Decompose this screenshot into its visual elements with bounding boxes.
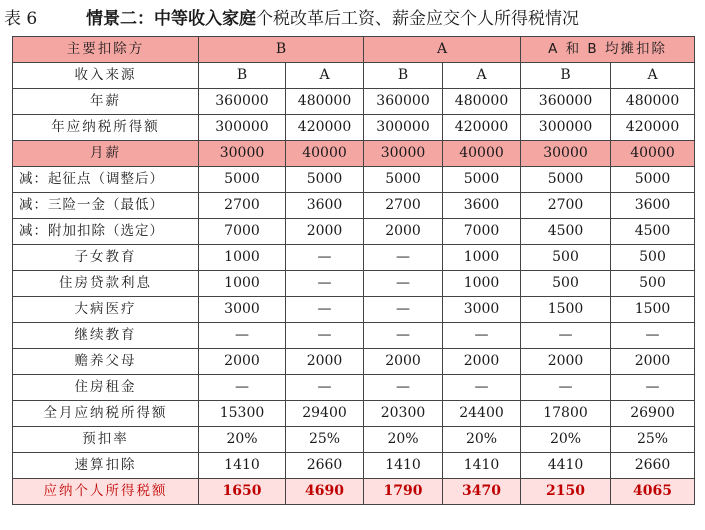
table-row: [13, 271, 695, 297]
value-cell: 17800: [521, 401, 611, 427]
row-label: 住房贷款利息: [13, 271, 199, 297]
value-cell: 20%: [364, 427, 443, 453]
value-cell: —: [521, 323, 611, 349]
source-cell: A: [611, 63, 695, 89]
value-cell: 2000: [611, 349, 695, 375]
table-row: [13, 479, 695, 505]
value-cell: 2000: [286, 349, 364, 375]
value-cell: 20%: [521, 427, 611, 453]
row-label: 住房租金: [13, 375, 199, 401]
value-cell: 1000: [199, 271, 286, 297]
value-cell: 500: [521, 245, 611, 271]
value-cell: 2700: [521, 193, 611, 219]
value-cell: 5000: [286, 167, 364, 193]
value-cell: 420000: [611, 115, 695, 141]
value-cell: 30000: [521, 141, 611, 167]
row-label: 全月应纳税所得额: [13, 401, 199, 427]
value-cell: 40000: [286, 141, 364, 167]
value-cell: 2660: [286, 453, 364, 479]
value-cell: 3000: [199, 297, 286, 323]
header-row-deduct: [13, 37, 695, 63]
value-cell: 1500: [611, 297, 695, 323]
value-cell: 24400: [443, 401, 521, 427]
value-cell: 5000: [611, 167, 695, 193]
value-cell: —: [611, 323, 695, 349]
tax-table: [12, 36, 695, 505]
table-row: [13, 167, 695, 193]
table-title-rest: 个税改革后工资、薪金应交个人所得税情况: [256, 9, 579, 29]
value-cell: 4410: [521, 453, 611, 479]
group-header: A: [364, 37, 521, 63]
row-label: 减：三险一金（最低）: [13, 193, 199, 219]
group-header: B: [199, 37, 364, 63]
table-row: [13, 401, 695, 427]
value-cell: 500: [611, 245, 695, 271]
value-cell: 3600: [611, 193, 695, 219]
value-cell: 4690: [286, 479, 364, 505]
row-label: 应纳个人所得税额: [13, 479, 199, 505]
value-cell: 300000: [364, 115, 443, 141]
row-label: 减：附加扣除（选定）: [13, 219, 199, 245]
value-cell: 5000: [443, 167, 521, 193]
value-cell: 1500: [521, 297, 611, 323]
table-row: [13, 427, 695, 453]
value-cell: 3000: [443, 297, 521, 323]
row-label: 速算扣除: [13, 453, 199, 479]
row-label: 大病医疗: [13, 297, 199, 323]
value-cell: 7000: [199, 219, 286, 245]
value-cell: 480000: [443, 89, 521, 115]
deduct-label: 主要扣除方: [13, 37, 199, 63]
value-cell: —: [286, 271, 364, 297]
value-cell: 360000: [199, 89, 286, 115]
source-cell: B: [199, 63, 286, 89]
table-title-bold: 情景二：中等收入家庭: [86, 9, 256, 29]
value-cell: 500: [611, 271, 695, 297]
table-caption: [4, 6, 579, 32]
value-cell: 1410: [364, 453, 443, 479]
value-cell: 1410: [443, 453, 521, 479]
header-row-source: [13, 63, 695, 89]
value-cell: 2000: [364, 219, 443, 245]
value-cell: 360000: [364, 89, 443, 115]
source-cell: A: [286, 63, 364, 89]
value-cell: —: [611, 375, 695, 401]
value-cell: —: [286, 375, 364, 401]
value-cell: 25%: [611, 427, 695, 453]
value-cell: 4500: [611, 219, 695, 245]
table-row: [13, 297, 695, 323]
row-label: 预扣率: [13, 427, 199, 453]
value-cell: 1000: [443, 245, 521, 271]
value-cell: 3600: [286, 193, 364, 219]
value-cell: 1790: [364, 479, 443, 505]
value-cell: 2700: [199, 193, 286, 219]
value-cell: 1000: [199, 245, 286, 271]
row-label: 减：起征点（调整后）: [13, 167, 199, 193]
table-row: [13, 219, 695, 245]
value-cell: 2000: [521, 349, 611, 375]
source-cell: B: [364, 63, 443, 89]
table-row: [13, 453, 695, 479]
value-cell: 500: [521, 271, 611, 297]
value-cell: —: [364, 323, 443, 349]
value-cell: —: [199, 375, 286, 401]
value-cell: 5000: [199, 167, 286, 193]
value-cell: —: [364, 271, 443, 297]
row-label: 子女教育: [13, 245, 199, 271]
value-cell: 40000: [443, 141, 521, 167]
value-cell: 1650: [199, 479, 286, 505]
value-cell: —: [286, 297, 364, 323]
row-label: 月薪: [13, 141, 199, 167]
table-row: [13, 375, 695, 401]
value-cell: —: [286, 245, 364, 271]
value-cell: 2000: [364, 349, 443, 375]
value-cell: 7000: [443, 219, 521, 245]
source-cell: A: [443, 63, 521, 89]
value-cell: 3470: [443, 479, 521, 505]
row-label: 年薪: [13, 89, 199, 115]
value-cell: 1410: [199, 453, 286, 479]
value-cell: 480000: [286, 89, 364, 115]
value-cell: 300000: [521, 115, 611, 141]
value-cell: 5000: [521, 167, 611, 193]
value-cell: 29400: [286, 401, 364, 427]
value-cell: 20%: [199, 427, 286, 453]
table-row: [13, 323, 695, 349]
table-number: 表 6: [4, 9, 38, 29]
value-cell: 2000: [199, 349, 286, 375]
value-cell: —: [521, 375, 611, 401]
value-cell: 30000: [199, 141, 286, 167]
table-row: [13, 115, 695, 141]
value-cell: 40000: [611, 141, 695, 167]
value-cell: 480000: [611, 89, 695, 115]
value-cell: —: [443, 375, 521, 401]
value-cell: 2000: [286, 219, 364, 245]
value-cell: 20300: [364, 401, 443, 427]
value-cell: 5000: [364, 167, 443, 193]
value-cell: —: [364, 375, 443, 401]
value-cell: 2700: [364, 193, 443, 219]
row-label: 年应纳税所得额: [13, 115, 199, 141]
value-cell: 1000: [443, 271, 521, 297]
source-label: 收入来源: [13, 63, 199, 89]
table-row: [13, 245, 695, 271]
table-row: [13, 193, 695, 219]
value-cell: —: [364, 297, 443, 323]
table-row: [13, 89, 695, 115]
table-row: [13, 141, 695, 167]
value-cell: 2150: [521, 479, 611, 505]
row-label: 继续教育: [13, 323, 199, 349]
value-cell: 25%: [286, 427, 364, 453]
source-cell: B: [521, 63, 611, 89]
value-cell: 20%: [443, 427, 521, 453]
row-label: 赡养父母: [13, 349, 199, 375]
group-header: A 和 B 均摊扣除: [521, 37, 695, 63]
value-cell: 3600: [443, 193, 521, 219]
value-cell: 420000: [443, 115, 521, 141]
value-cell: 4500: [521, 219, 611, 245]
value-cell: 30000: [364, 141, 443, 167]
value-cell: —: [286, 323, 364, 349]
value-cell: —: [199, 323, 286, 349]
value-cell: 15300: [199, 401, 286, 427]
value-cell: —: [443, 323, 521, 349]
value-cell: —: [364, 245, 443, 271]
value-cell: 360000: [521, 89, 611, 115]
value-cell: 2000: [443, 349, 521, 375]
value-cell: 420000: [286, 115, 364, 141]
table-row: [13, 349, 695, 375]
value-cell: 26900: [611, 401, 695, 427]
value-cell: 300000: [199, 115, 286, 141]
value-cell: 2660: [611, 453, 695, 479]
value-cell: 4065: [611, 479, 695, 505]
